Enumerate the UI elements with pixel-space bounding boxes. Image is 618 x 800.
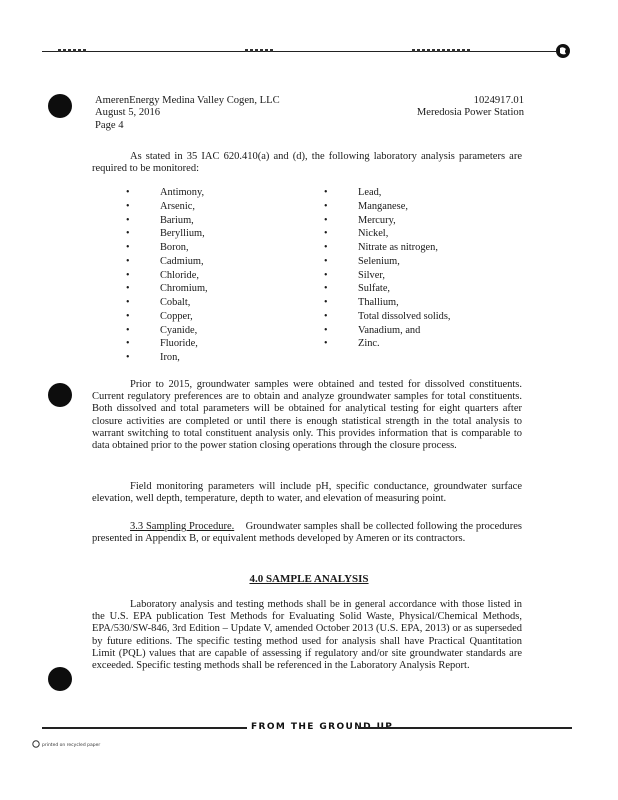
parameter-item: • Total dissolved solids, (324, 310, 451, 324)
parameter-item: • Vanadium, and (324, 324, 451, 338)
parameter-item: • Iron, (126, 351, 208, 365)
dissolved-vs-total-paragraph (92, 379, 522, 452)
parameter-item: • Lead, (324, 186, 451, 200)
parameter-item: • Chromium, (126, 282, 208, 296)
binder-hole-top (48, 94, 72, 118)
header-company: AmerenEnergy Medina Valley Cogen, LLC (95, 95, 280, 106)
dissolved-vs-total-text: Prior to 2015, groundwater samples were obtained and tested for dissolved constituents. Current regulatory preferences are to obtain and analyze groundwater samples for total constituents. Both dissolved and total parameters will be obtained for analytical testing for eight quarters after closure activities are completed or until there is enough statistical strength in the total analysis to warrant switching to total constituent analysis only. This provides information that is comparable to data obtained prior to the power station closing operations through the closure process. (92, 379, 522, 452)
header-rule-accent (245, 49, 273, 52)
parameter-item: • Nitrate as nitrogen, (324, 241, 451, 255)
binder-hole-bottom (48, 667, 72, 691)
parameter-item: • Fluoride, (126, 337, 208, 351)
parameter-item: • Beryllium, (126, 227, 208, 241)
header-page: Page 4 (95, 119, 124, 131)
section-heading: 4.0 SAMPLE ANALYSIS (249, 573, 369, 585)
header-site: Meredosia Power Station (416, 107, 524, 119)
parameter-item: • Chloride, (126, 269, 208, 283)
header-doc-number: 1024917.01 (473, 95, 524, 106)
parameter-list-left (126, 186, 208, 365)
parameter-item: • Cobalt, (126, 296, 208, 310)
sampling-procedure-text: Groundwater samples shall be collected following the procedures presented in Appendix B, or equivalent methods developed by Ameren or its contractors. (92, 521, 522, 545)
parameter-item: • Cadmium, (126, 255, 208, 269)
field-monitoring-text: Field monitoring parameters will include pH, specific conductance, groundwater surface elevation, well depth, temperature, depth to water, and elevation of measuring point. (92, 481, 522, 505)
binder-hole-middle (48, 383, 72, 407)
header-left (95, 95, 280, 132)
parameter-list-right (324, 186, 451, 351)
field-monitoring-paragraph (92, 481, 522, 505)
header-date: August 5, 2016 (95, 107, 161, 119)
parameter-item: • Zinc. (324, 337, 451, 351)
sampling-procedure-paragraph (92, 521, 522, 545)
parameter-item: • Barium, (126, 214, 208, 228)
header-rule-accent (58, 49, 86, 52)
parameter-item: • Nickel, (324, 227, 451, 241)
parameter-item: • Silver, (324, 269, 451, 283)
parameter-item: • Thallium, (324, 296, 451, 310)
intro-text: As stated in 35 IAC 620.410(a) and (d), the following laboratory analysis parameters are required to be monitored: (92, 151, 522, 175)
parameter-item: • Cyanide, (126, 324, 208, 338)
parameter-item: • Manganese, (324, 200, 451, 214)
parameter-item: • Mercury, (324, 214, 451, 228)
recycle-icon (32, 740, 40, 748)
parameter-item: • Antimony, (126, 186, 208, 200)
parameter-item: • Arsenic, (126, 200, 208, 214)
header-right (417, 95, 524, 120)
parameter-item: • Boron, (126, 241, 208, 255)
header-rule (42, 51, 556, 52)
footer-tagline: FROM THE GROUND UP (251, 722, 394, 732)
parameter-item: • Selenium, (324, 255, 451, 269)
company-logo-icon (555, 43, 571, 59)
footer-fineprint: printed on recycled paper (42, 743, 101, 748)
parameter-item: • Copper, (126, 310, 208, 324)
sampling-procedure-title: 3.3 Sampling Procedure. (130, 521, 235, 532)
parameter-item: • Sulfate, (324, 282, 451, 296)
footer-rule-left (42, 727, 247, 729)
header-rule-accent (412, 49, 472, 52)
intro-paragraph (92, 151, 522, 175)
footer-rule-right (358, 727, 572, 729)
lab-analysis-text: Laboratory analysis and testing methods shall be in general accordance with those listed in the U.S. EPA publication Test Methods for Evaluating Solid Waste, Physical/Chemical Methods, EPA/530/SW-846, 3rd Edition – Update V, amended October 2013 (U.S. EPA, 2013) or as superseded by future editions. The specific testing method used for analysis shall have Practical Quantitation Limit (PQL) values that are capable of assessing if regulatory and/or site groundwater standards are exceeded. Specific testing methods shall be referenced in the Laboratory Analysis Report. (92, 599, 522, 672)
lab-analysis-paragraph (92, 599, 522, 672)
